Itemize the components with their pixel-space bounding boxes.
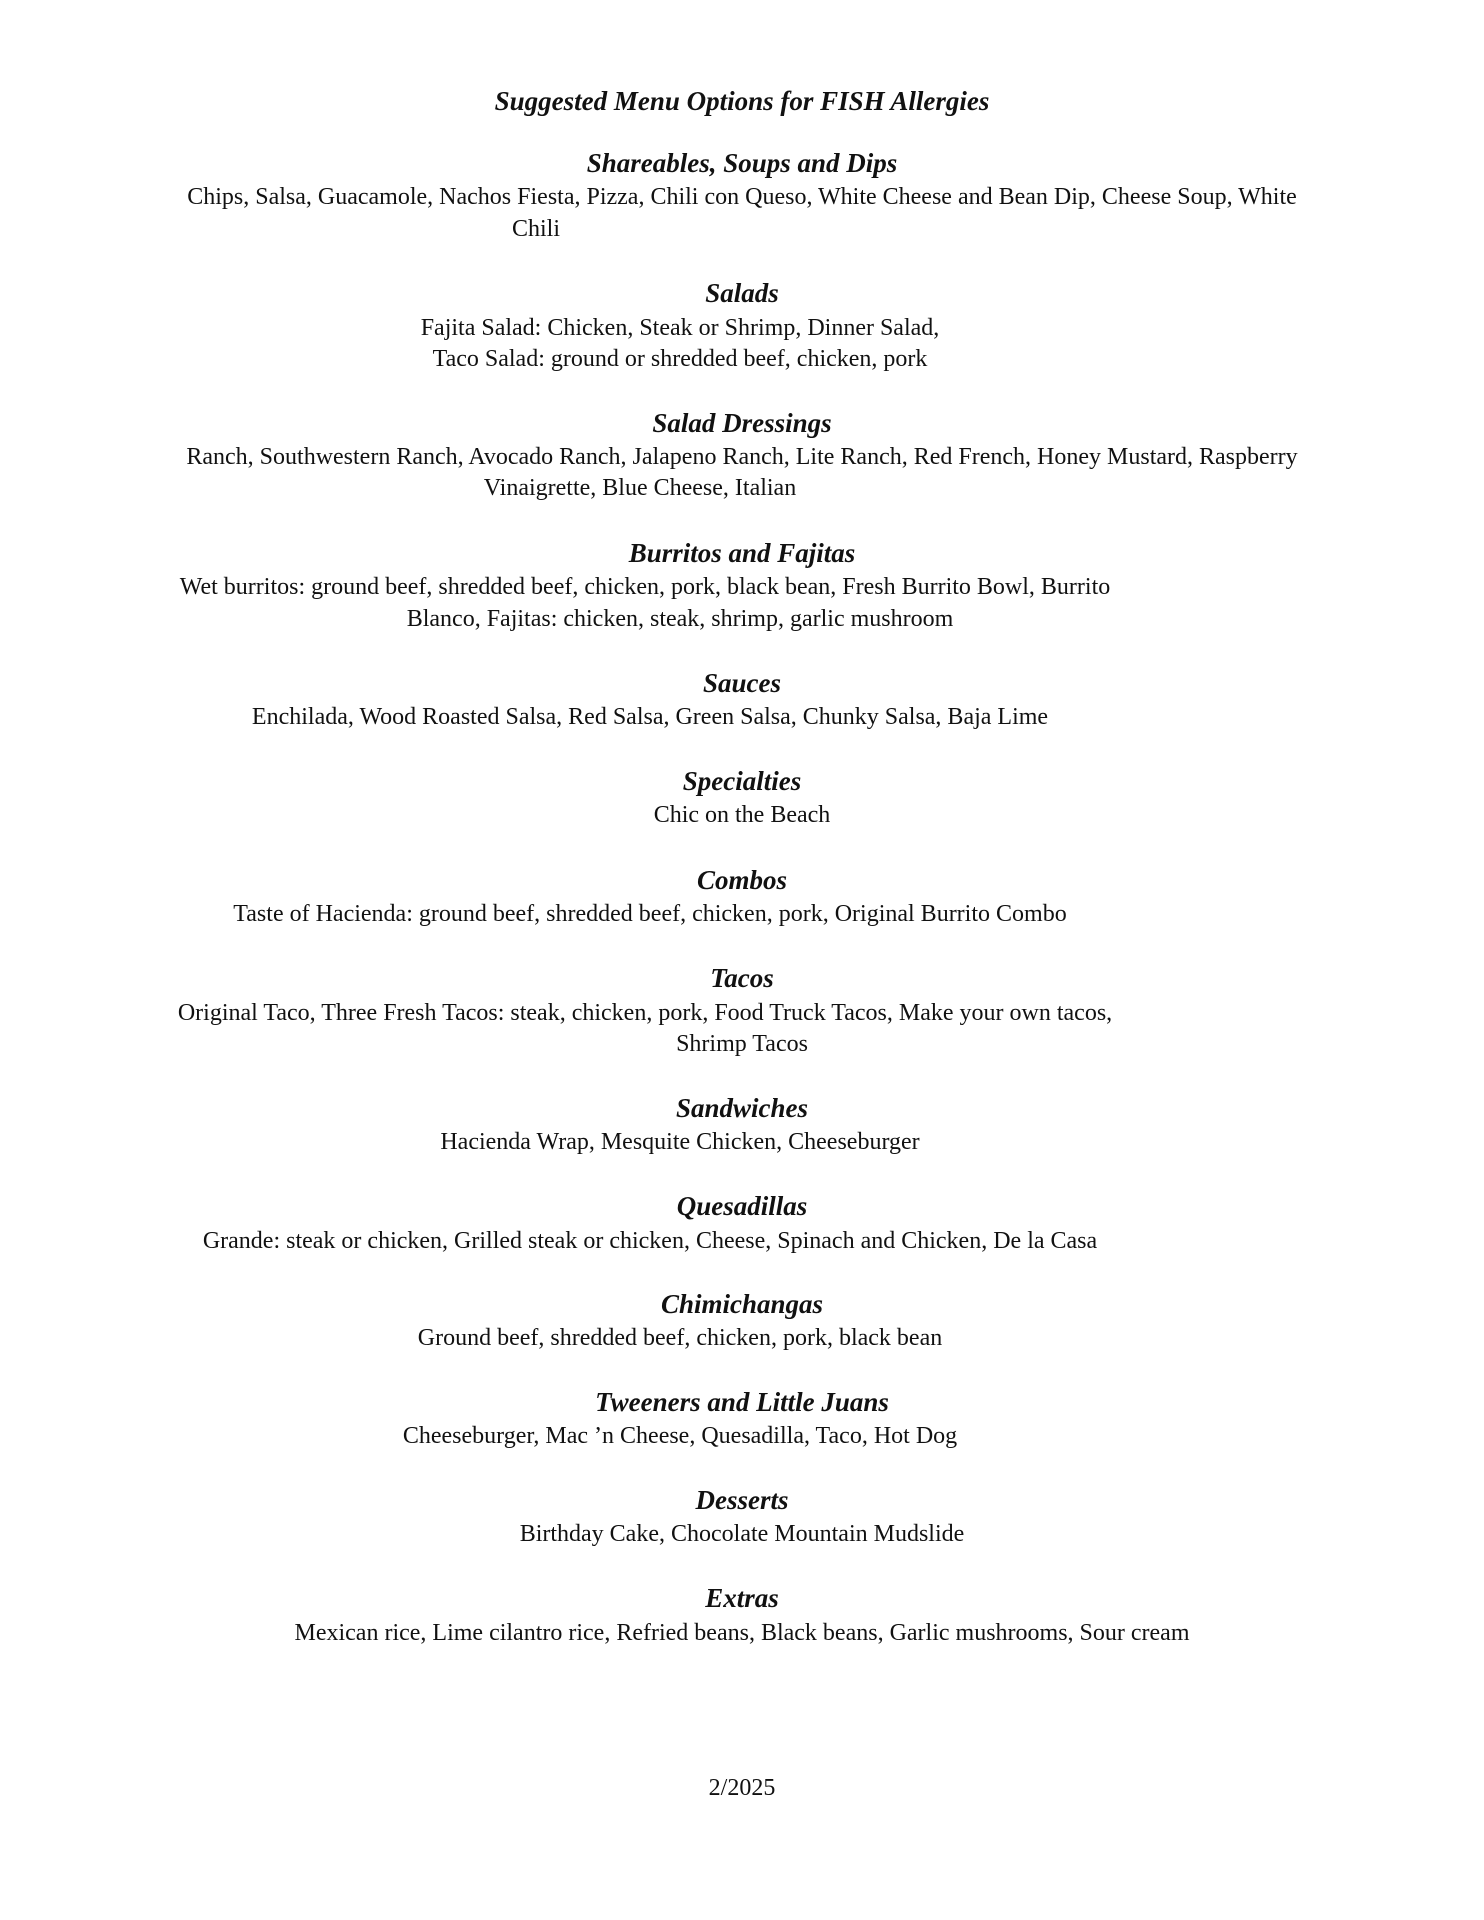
section-items-burritos-line2: Blanco, Fajitas: chicken, steak, shrimp, garlic mushroom bbox=[406, 606, 954, 632]
section-items-salads-line1: Fajita Salad: Chicken, Steak or Shrimp, Dinner Salad, bbox=[420, 315, 940, 341]
section-heading-tweeners: Tweeners and Little Juans bbox=[595, 1387, 889, 1417]
section-items-tacos-line2: Shrimp Tacos bbox=[676, 1031, 808, 1057]
section-items-shareables-line2: Chili bbox=[511, 216, 560, 242]
footer-date: 2/2025 bbox=[708, 1775, 776, 1801]
section-items-chimichangas: Ground beef, shredded beef, chicken, pork, black bean bbox=[417, 1325, 943, 1351]
section-items-tacos-line1: Original Taco, Three Fresh Tacos: steak, chicken, pork, Food Truck Tacos, Make your own tacos, bbox=[177, 1000, 1113, 1026]
section-items-combos: Taste of Hacienda: ground beef, shredded beef, chicken, pork, Original Burrito Combo bbox=[233, 901, 1067, 927]
section-heading-shareables: Shareables, Soups and Dips bbox=[586, 148, 898, 178]
section-items-specialties: Chic on the Beach bbox=[653, 802, 831, 828]
section-heading-desserts: Desserts bbox=[695, 1485, 789, 1515]
section-items-shareables-line1: Chips, Salsa, Guacamole, Nachos Fiesta, Pizza, Chili con Queso, White Cheese and Bean Dip, Cheese Soup, White bbox=[187, 184, 1297, 210]
section-items-sauces: Enchilada, Wood Roasted Salsa, Red Salsa, Green Salsa, Chunky Salsa, Baja Lime bbox=[251, 704, 1049, 730]
section-items-dressings-line1: Ranch, Southwestern Ranch, Avocado Ranch, Jalapeno Ranch, Lite Ranch, Red French, Honey Mustard, Raspberry bbox=[186, 444, 1298, 470]
section-items-salads-line2: Taco Salad: ground or shredded beef, chicken, pork bbox=[432, 346, 928, 372]
section-heading-quesadillas: Quesadillas bbox=[676, 1191, 808, 1221]
section-heading-tacos: Tacos bbox=[710, 963, 774, 993]
section-items-extras: Mexican rice, Lime cilantro rice, Refried beans, Black beans, Garlic mushrooms, Sour cream bbox=[294, 1620, 1190, 1646]
section-heading-extras: Extras bbox=[705, 1583, 779, 1613]
section-heading-salads: Salads bbox=[705, 278, 779, 308]
section-items-burritos-line1: Wet burritos: ground beef, shredded beef, chicken, pork, black bean, Fresh Burrito Bowl, Burrito bbox=[179, 574, 1111, 600]
section-heading-sauces: Sauces bbox=[702, 668, 781, 698]
section-items-sandwiches: Hacienda Wrap, Mesquite Chicken, Cheeseburger bbox=[440, 1129, 920, 1155]
section-heading-sandwiches: Sandwiches bbox=[675, 1093, 809, 1123]
section-items-tweeners: Cheeseburger, Mac ’n Cheese, Quesadilla, Taco, Hot Dog bbox=[402, 1423, 958, 1449]
section-items-quesadillas: Grande: steak or chicken, Grilled steak or chicken, Cheese, Spinach and Chicken, De la Casa bbox=[202, 1228, 1098, 1254]
section-items-dressings-line2: Vinaigrette, Blue Cheese, Italian bbox=[483, 475, 797, 501]
section-heading-burritos: Burritos and Fajitas bbox=[628, 538, 856, 568]
section-heading-combos: Combos bbox=[696, 865, 788, 895]
page-title: Suggested Menu Options for FISH Allergies bbox=[494, 86, 990, 116]
section-heading-dressings: Salad Dressings bbox=[652, 408, 832, 438]
section-items-desserts: Birthday Cake, Chocolate Mountain Mudslide bbox=[519, 1521, 965, 1547]
section-heading-specialties: Specialties bbox=[682, 766, 802, 796]
section-heading-chimichangas: Chimichangas bbox=[660, 1289, 824, 1319]
